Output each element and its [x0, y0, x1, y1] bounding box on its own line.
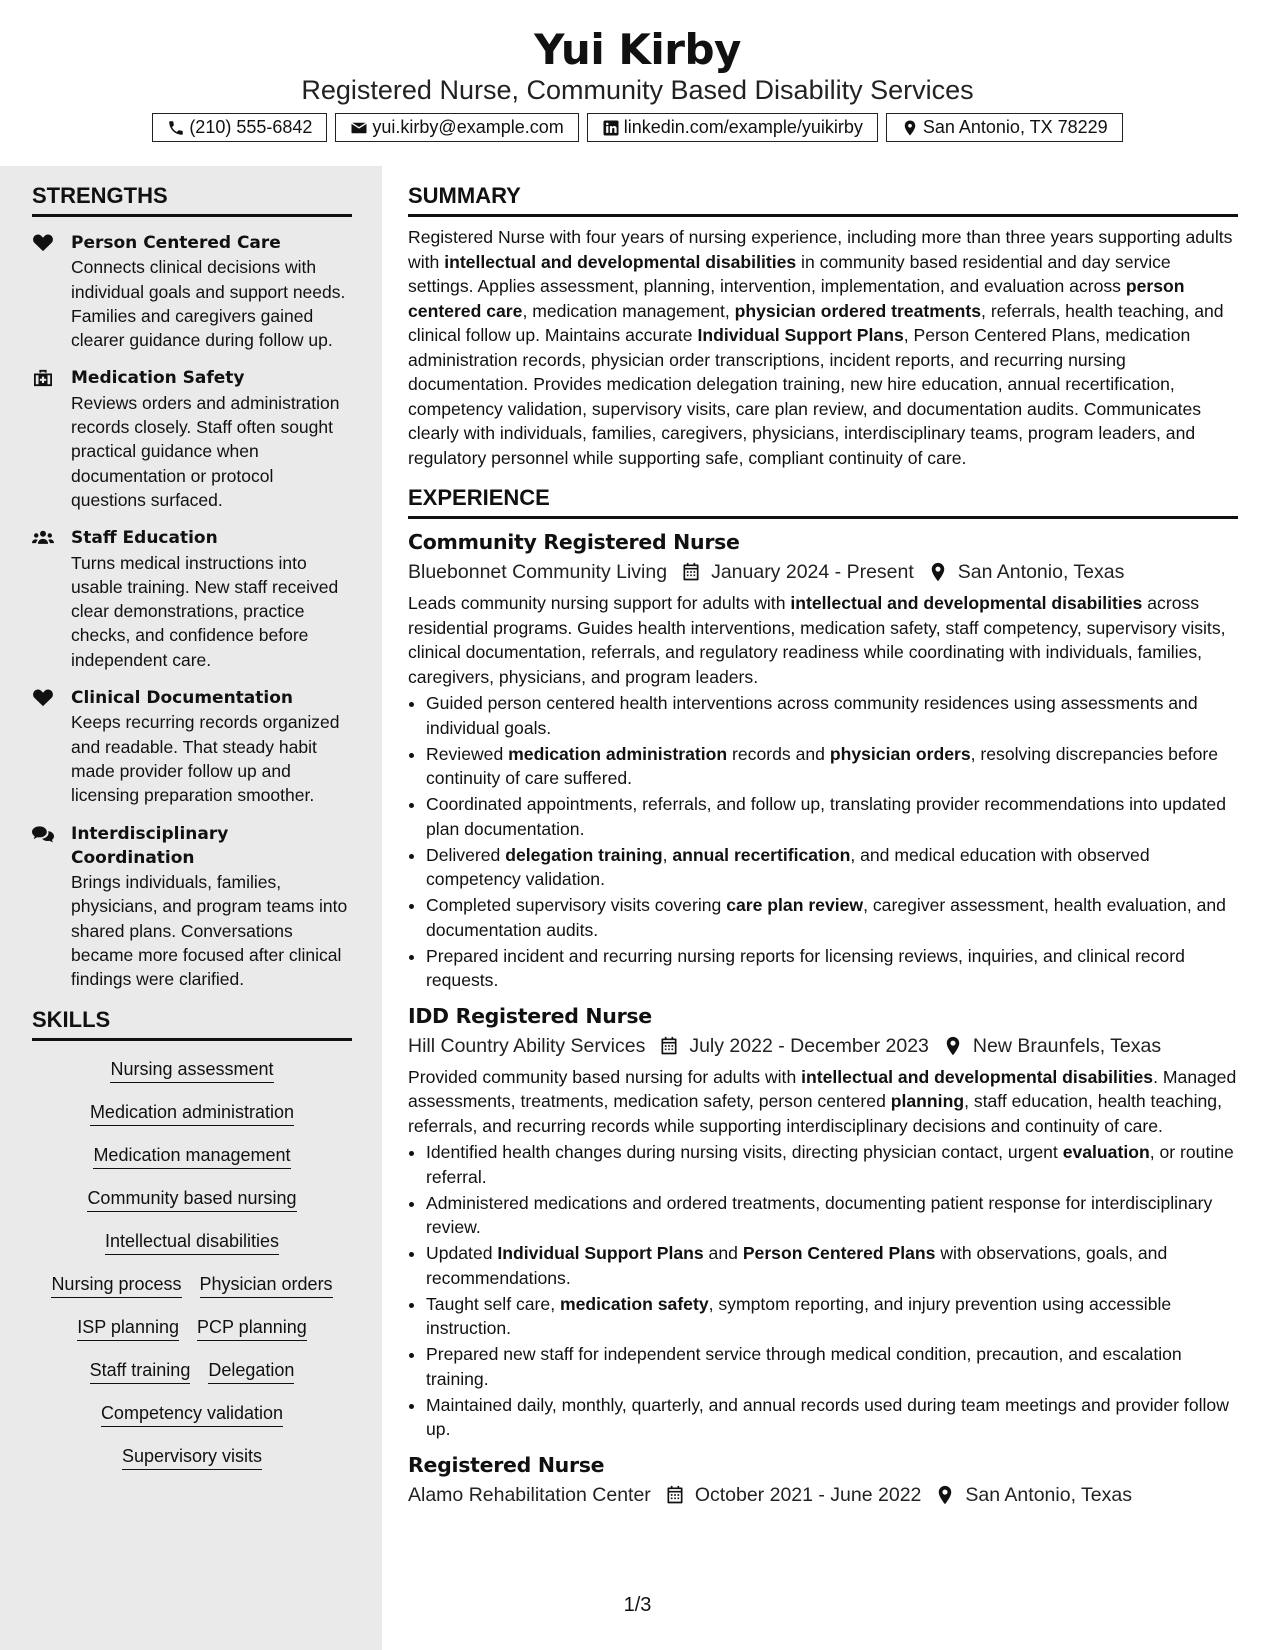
text-run: Leads community nursing support for adults with	[408, 593, 791, 613]
summary-heading: SUMMARY	[408, 182, 1238, 217]
bold-text: Person Centered Plans	[742, 1243, 936, 1263]
skill-tag: Nursing assessment	[110, 1057, 273, 1083]
text-run: Provided community based nursing for adults with	[408, 1066, 802, 1087]
job-bullet	[426, 792, 1238, 841]
contact-linkedin-text: linkedin.com/example/yuikirby	[623, 117, 863, 137]
sidebar	[0, 166, 382, 1650]
job-bullet	[426, 944, 1238, 993]
map-pin-icon	[935, 1485, 955, 1505]
text-run: Administered medications and ordered treatments, documenting patient response for interdisciplinary review.	[426, 1192, 1213, 1237]
bold-text: Individual Support Plans	[497, 1243, 704, 1263]
job-bullet	[426, 1241, 1238, 1290]
contact-phone-text: (210) 555-6842	[189, 117, 313, 137]
strength-item	[32, 822, 352, 992]
skill-tag: Supervisory visits	[122, 1444, 262, 1470]
job-bullets	[408, 1140, 1238, 1442]
bold-text: intellectual and developmental disabilities	[801, 1066, 1154, 1087]
bold-text: intellectual and developmental disabilities	[790, 593, 1143, 613]
text-run: Identified health changes during nursing visits, directing physician contact, urgent	[426, 1142, 1063, 1162]
skills-list	[32, 1057, 352, 1487]
text-run: , symptom reporting, and injury prevention using accessible instruction.	[426, 1293, 1172, 1338]
job-location: San Antonio, Texas	[965, 1483, 1132, 1506]
phone-icon	[167, 119, 185, 137]
text-run: . Managed assessments, treatments, medication safety, person centered	[408, 1066, 1237, 1111]
main-content	[408, 182, 1238, 1510]
skill-tag: ISP planning	[77, 1315, 179, 1341]
text-run: Guided person centered health interventions across community residences using assessments and individual goals.	[426, 693, 1198, 738]
text-run: Registered Nurse with four years of nursing experience, including more than three years supporting adults with	[408, 227, 1233, 272]
skill-row	[51, 1272, 332, 1298]
calendar-icon	[665, 1485, 685, 1505]
text-run: with observations, goals, and recommendations.	[426, 1243, 1168, 1288]
map-pin-icon	[943, 1036, 963, 1056]
strength-item	[32, 231, 352, 352]
text-run: Completed supervisory visits covering	[426, 895, 727, 915]
strength-title: Interdisciplinary Coordination	[71, 823, 229, 868]
skill-row	[90, 1100, 294, 1126]
job-entry	[408, 527, 1238, 993]
heart-icon	[32, 689, 54, 707]
contact-bar	[0, 113, 1275, 142]
skill-row	[90, 1358, 295, 1384]
strength-title: Medication Safety	[71, 368, 245, 389]
text-run: , or routine referral.	[426, 1142, 1234, 1187]
contact-email-text: yui.kirby@example.com	[372, 117, 564, 137]
strength-desc: Turns medical instructions into usable training. New staff received clear demonstrations, practice checks, and confidence before independent care.	[71, 552, 339, 670]
job-bullet	[426, 742, 1238, 791]
bold-text: Individual Support Plans	[697, 325, 904, 345]
skill-row	[110, 1057, 273, 1083]
strength-title: Staff Education	[71, 528, 218, 549]
skill-row	[87, 1186, 296, 1212]
strength-title: Person Centered Care	[71, 233, 281, 253]
bold-text: planning	[890, 1091, 965, 1111]
bold-text: evaluation	[1062, 1142, 1150, 1162]
strength-title: Clinical Documentation	[71, 688, 294, 709]
job-bullet	[426, 843, 1238, 892]
strength-desc: Reviews orders and administration records closely. Staff often sought practical guidance when documentation or protocol questions surfaced.	[71, 392, 340, 510]
text-run: across residential programs. Guides health interventions, medication safety, staff competency, supervisory visits, clinical documentation, referrals, and regulatory readiness while coordinating with individuals, families, caregivers, physicians, and program leaders.	[408, 593, 1226, 687]
job-bullet	[426, 1342, 1238, 1391]
job-bullets	[408, 691, 1238, 993]
comments-icon	[32, 825, 54, 843]
skill-tag: Community based nursing	[87, 1186, 296, 1212]
job-dates: July 2022 - December 2023	[689, 1034, 929, 1057]
text-run: Updated	[426, 1243, 498, 1263]
skill-tag: Intellectual disabilities	[105, 1229, 279, 1255]
job-title: IDD Registered Nurse	[408, 1003, 652, 1028]
job-title: Registered Nurse	[408, 1452, 605, 1477]
job-company: Alamo Rehabilitation Center	[408, 1483, 651, 1506]
job-meta	[408, 1480, 1238, 1510]
skill-tag: Nursing process	[51, 1272, 181, 1298]
job-meta	[408, 1031, 1238, 1061]
text-run: records and	[727, 743, 830, 764]
text-run: Coordinated appointments, referrals, and follow up, translating provider recommendations into updated plan documentation.	[426, 794, 1227, 839]
bold-text: medication safety	[559, 1293, 709, 1314]
text-run: and	[703, 1243, 743, 1263]
text-run: Prepared incident and recurring nursing reports for licensing reviews, inquiries, and clinical record requests.	[426, 945, 1185, 990]
text-run: , caregiver assessment, health evaluation, and documentation audits.	[426, 895, 1226, 940]
job-company: Hill Country Ability Services	[408, 1034, 646, 1057]
job-bullet	[426, 1292, 1238, 1341]
strength-desc: Brings individuals, families, physicians, and program teams into shared plans. Conversations became more focused after clinical findings were clarified.	[71, 872, 348, 990]
summary-text	[408, 225, 1238, 470]
skill-tag: Delegation	[208, 1358, 294, 1384]
strength-item	[32, 526, 352, 672]
skill-tag: Competency validation	[101, 1401, 283, 1427]
envelope-icon	[350, 119, 368, 137]
text-run: ,	[662, 844, 673, 865]
job-dates: January 2024 - Present	[711, 561, 914, 583]
text-run: , Person Centered Plans, medication administration records, physician order transcriptions, incident reports, and recurring nursing documentation. Provides medication delegation training, new hire education, annual recertification, competency validation, supervisory visits, care plan review, and documentation audits. Communicates clearly with individuals, families, caregivers, physicians, interdisciplinary teams, program leaders, and regulatory personnel while supporting safe, compliant continuity of care.	[408, 325, 1202, 468]
resume-header	[0, 0, 1275, 166]
job-title: Community Registered Nurse	[408, 530, 740, 554]
job-bullet	[426, 691, 1238, 740]
strength-desc: Keeps recurring records organized and readable. That steady habit made provider follow up and licensing preparation smoother.	[71, 712, 340, 806]
job-location: New Braunfels, Texas	[972, 1034, 1162, 1057]
map-pin-icon	[928, 562, 948, 582]
text-run: , staff education, health teaching, referrals, and recurring records while supporting interdisciplinary decisions and continuity of care.	[408, 1091, 1222, 1136]
skill-row	[77, 1315, 307, 1341]
candidate-name: Yui Kirby	[534, 25, 741, 74]
strengths-list	[32, 231, 352, 992]
text-run: , resolving discrepancies before continuity of care suffered.	[426, 743, 1219, 788]
text-run: , referrals, health teaching, and clinical follow up. Maintains accurate	[408, 300, 1224, 345]
text-run: Prepared new staff for independent service through medical condition, precaution, and escalation training.	[426, 1344, 1182, 1389]
medical-kit-icon	[32, 369, 54, 387]
text-run: Reviewed	[426, 743, 509, 764]
experience-list	[408, 527, 1238, 1510]
skill-tag: Physician orders	[200, 1272, 333, 1298]
candidate-title: Registered Nurse, Community Based Disability Services	[301, 75, 974, 105]
skill-row	[93, 1143, 290, 1169]
linkedin-icon	[602, 119, 620, 137]
calendar-icon	[681, 562, 701, 582]
job-entry	[408, 1450, 1238, 1510]
job-company: Bluebonnet Community Living	[408, 561, 668, 583]
text-run: , and medical education with observed competency validation.	[426, 844, 1150, 889]
skills-heading: SKILLS	[32, 1006, 352, 1041]
strengths-heading: STRENGTHS	[32, 182, 352, 217]
job-description	[408, 591, 1238, 689]
contact-phone[interactable]	[152, 113, 327, 142]
experience-heading: EXPERIENCE	[408, 484, 1238, 519]
page-number: 1/3	[623, 1594, 652, 1616]
strength-item	[32, 686, 352, 807]
contact-location-text: San Antonio, TX 78229	[922, 117, 1108, 137]
job-description	[408, 1065, 1238, 1139]
text-run: Delivered	[426, 844, 506, 865]
job-meta	[408, 557, 1238, 587]
bold-text: care plan review	[726, 895, 864, 915]
contact-location	[886, 113, 1123, 142]
contact-linkedin[interactable]	[587, 113, 878, 142]
heart-icon	[32, 234, 54, 252]
skill-row	[101, 1401, 283, 1427]
skill-tag: PCP planning	[197, 1315, 307, 1341]
job-entry	[408, 1001, 1238, 1442]
skill-row	[122, 1444, 262, 1470]
skill-tag: Medication administration	[90, 1100, 294, 1126]
text-run: , medication management,	[522, 300, 735, 321]
map-pin-icon	[901, 119, 919, 137]
bold-text: person centered care	[408, 276, 1185, 321]
job-bullet	[426, 1393, 1238, 1442]
bold-text: annual recertification	[672, 844, 851, 865]
text-run: Taught self care,	[426, 1293, 560, 1314]
contact-email[interactable]	[335, 113, 578, 142]
bold-text: delegation training	[505, 844, 663, 865]
text-run: Maintained daily, monthly, quarterly, and annual records used during team meetings and provider follow up.	[426, 1394, 1229, 1439]
job-dates: October 2021 - June 2022	[694, 1483, 922, 1506]
bold-text: physician ordered treatments	[734, 300, 982, 321]
skill-row	[105, 1229, 279, 1255]
job-bullet	[426, 893, 1238, 942]
bold-text: physician orders	[829, 743, 971, 764]
users-icon	[32, 529, 54, 547]
strength-desc: Connects clinical decisions with individual goals and support needs. Families and caregivers gained clearer guidance during follow up.	[71, 257, 346, 351]
skill-tag: Staff training	[90, 1358, 191, 1384]
job-bullet	[426, 1140, 1238, 1189]
strength-item	[32, 366, 352, 512]
job-location: San Antonio, Texas	[957, 561, 1125, 583]
text-run: in community based residential and day service settings. Applies assessment, planning, intervention, implementation, and evaluation across	[408, 251, 1171, 296]
bold-text: intellectual and developmental disabilities	[444, 251, 797, 272]
job-bullet	[426, 1191, 1238, 1240]
bold-text: medication administration	[508, 743, 728, 764]
calendar-icon	[659, 1036, 679, 1056]
skill-tag: Medication management	[93, 1143, 290, 1169]
